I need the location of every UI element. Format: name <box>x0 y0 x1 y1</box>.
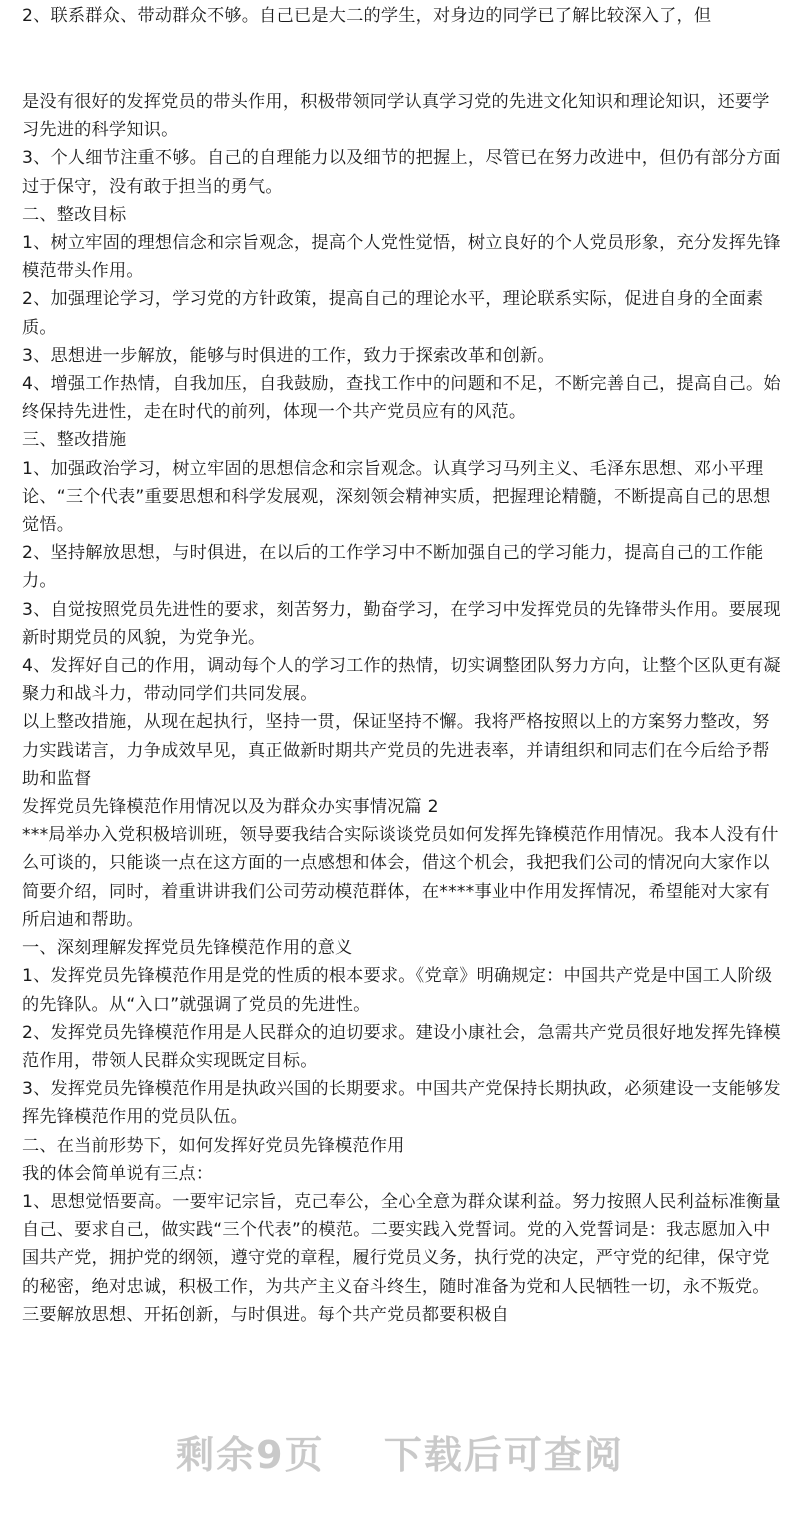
remaining-pages-label: 剩余9页 <box>176 1433 325 1477</box>
paragraph-line: 2、联系群众、带动群众不够。自己已是大二的学生，对身边的同学已了解比较深入了，但 <box>22 6 712 26</box>
section-heading: 三、整改措施 <box>22 430 127 451</box>
paragraph: 4、增强工作热情，自我加压，自我鼓励，查找工作中的问题和不足，不断完善自己，提高自己。始终保持先进性，走在时代的前列，体现一个共产党员应有的风范。 <box>22 374 781 423</box>
paragraph: 1、思想觉悟要高。一要牢记宗旨，克己奉公，全心全意为群众谋利益。努力按照人民利益标准衡量自己、要求自己，做实践“三个代表”的模范。二要实践入党誓词。党的入党誓词是：我志愿加入中国共产党，拥护党的纲领，遵守党的章程，履行党员义务，执行党的决定，严守党的纪律，保守党的秘密，绝对忠诚，积极工作，为共产主义奋斗终生，随时准备为党和人民牺牲一切，永不叛党。三要解放思想、开拓创新，与时俱进。每个共产党员都要积极自 <box>22 1191 781 1325</box>
paragraph: 以上整改措施，从现在起执行，坚持一贯，保证坚持不懈。我将严格按照以上的方案努力整改，努力实践诺言，力争成效早见，真正做新时期共产党员的先进表率，并请组织和同志们在今后给予帮助和监督 <box>22 712 770 789</box>
document-body <box>22 88 782 1329</box>
download-prompt[interactable] <box>0 1420 800 1490</box>
section-heading: 一、深刻理解发挥党员先锋模范作用的意义 <box>22 938 353 959</box>
paragraph: 1、发挥党员先锋模范作用是党的性质的根本要求。《党章》明确规定：中国共产党是中国工人阶级的先锋队。从“入口”就强调了党员的先进性。 <box>22 966 773 1015</box>
paragraph: ***局举办入党积极培训班，领导要我结合实际谈谈党员如何发挥先锋模范作用情况。我本人没有什么可谈的，只能谈一点在这方面的一点感想和体会，借这个机会，我把我们公司的情况向大家作以简要介绍，同时，着重讲讲我们公司劳动模范群体，在****事业中作用发挥情况，希望能对大家有所启迪和帮助。 <box>22 825 779 930</box>
paragraph: 3、自觉按照党员先进性的要求，刻苦努力，勤奋学习，在学习中发挥党员的先锋带头作用。要展现新时期党员的风貌，为党争光。 <box>22 599 781 648</box>
paragraph: 2、坚持解放思想，与时俱进，在以后的工作学习中不断加强自己的学习能力，提高自己的工作能力。 <box>22 543 764 592</box>
paragraph: 我的体会简单说有三点： <box>22 1163 214 1184</box>
paragraph: 1、加强政治学习，树立牢固的思想信念和宗旨观念。认真学习马列主义、毛泽东思想、邓小平理论、“三个代表”重要思想和科学发展观，深刻领会精神实质，把握理论精髓，不断提高自己的思想觉悟。 <box>22 458 771 536</box>
top-paragraph <box>22 2 782 30</box>
download-to-view-label: 下载后可查阅 <box>383 1433 624 1477</box>
paragraph: 2、发挥党员先锋模范作用是人民群众的迫切要求。建设小康社会，急需共产党员很好地发挥先锋模范作用，带领人民群众实现既定目标。 <box>22 1022 781 1071</box>
paragraph: 3、思想进一步解放，能够与时俱进的工作，致力于探索改革和创新。 <box>22 345 555 366</box>
paragraph: 4、发挥好自己的作用，调动每个人的学习工作的热情，切实调整团队努力方向，让整个区队更有凝聚力和战斗力，带动同学们共同发展。 <box>22 656 781 705</box>
article-title: 发挥党员先锋模范作用情况以及为群众办实事情况篇 2 <box>22 797 439 818</box>
paragraph: 是没有很好的发挥党员的带头作用，积极带领同学认真学习党的先进文化知识和理论知识，还要学习先进的科学知识。 <box>22 92 770 141</box>
section-heading: 二、整改目标 <box>22 204 127 225</box>
paragraph: 3、发挥党员先锋模范作用是执政兴国的长期要求。中国共产党保持长期执政，必须建设一支能够发挥先锋模范作用的党员队伍。 <box>22 1079 781 1128</box>
section-heading: 二、在当前形势下，如何发挥好党员先锋模范作用 <box>22 1135 405 1156</box>
paragraph: 3、个人细节注重不够。自己的自理能力以及细节的把握上，尽管已在努力改进中，但仍有部分方面过于保守，没有敢于担当的勇气。 <box>22 148 781 197</box>
paragraph: 2、加强理论学习，学习党的方针政策，提高自己的理论水平，理论联系实际，促进自身的全面素质。 <box>22 289 764 338</box>
paragraph: 1、树立牢固的理想信念和宗旨观念，提高个人党性觉悟，树立良好的个人党员形象，充分发挥先锋模范带头作用。 <box>22 233 781 282</box>
